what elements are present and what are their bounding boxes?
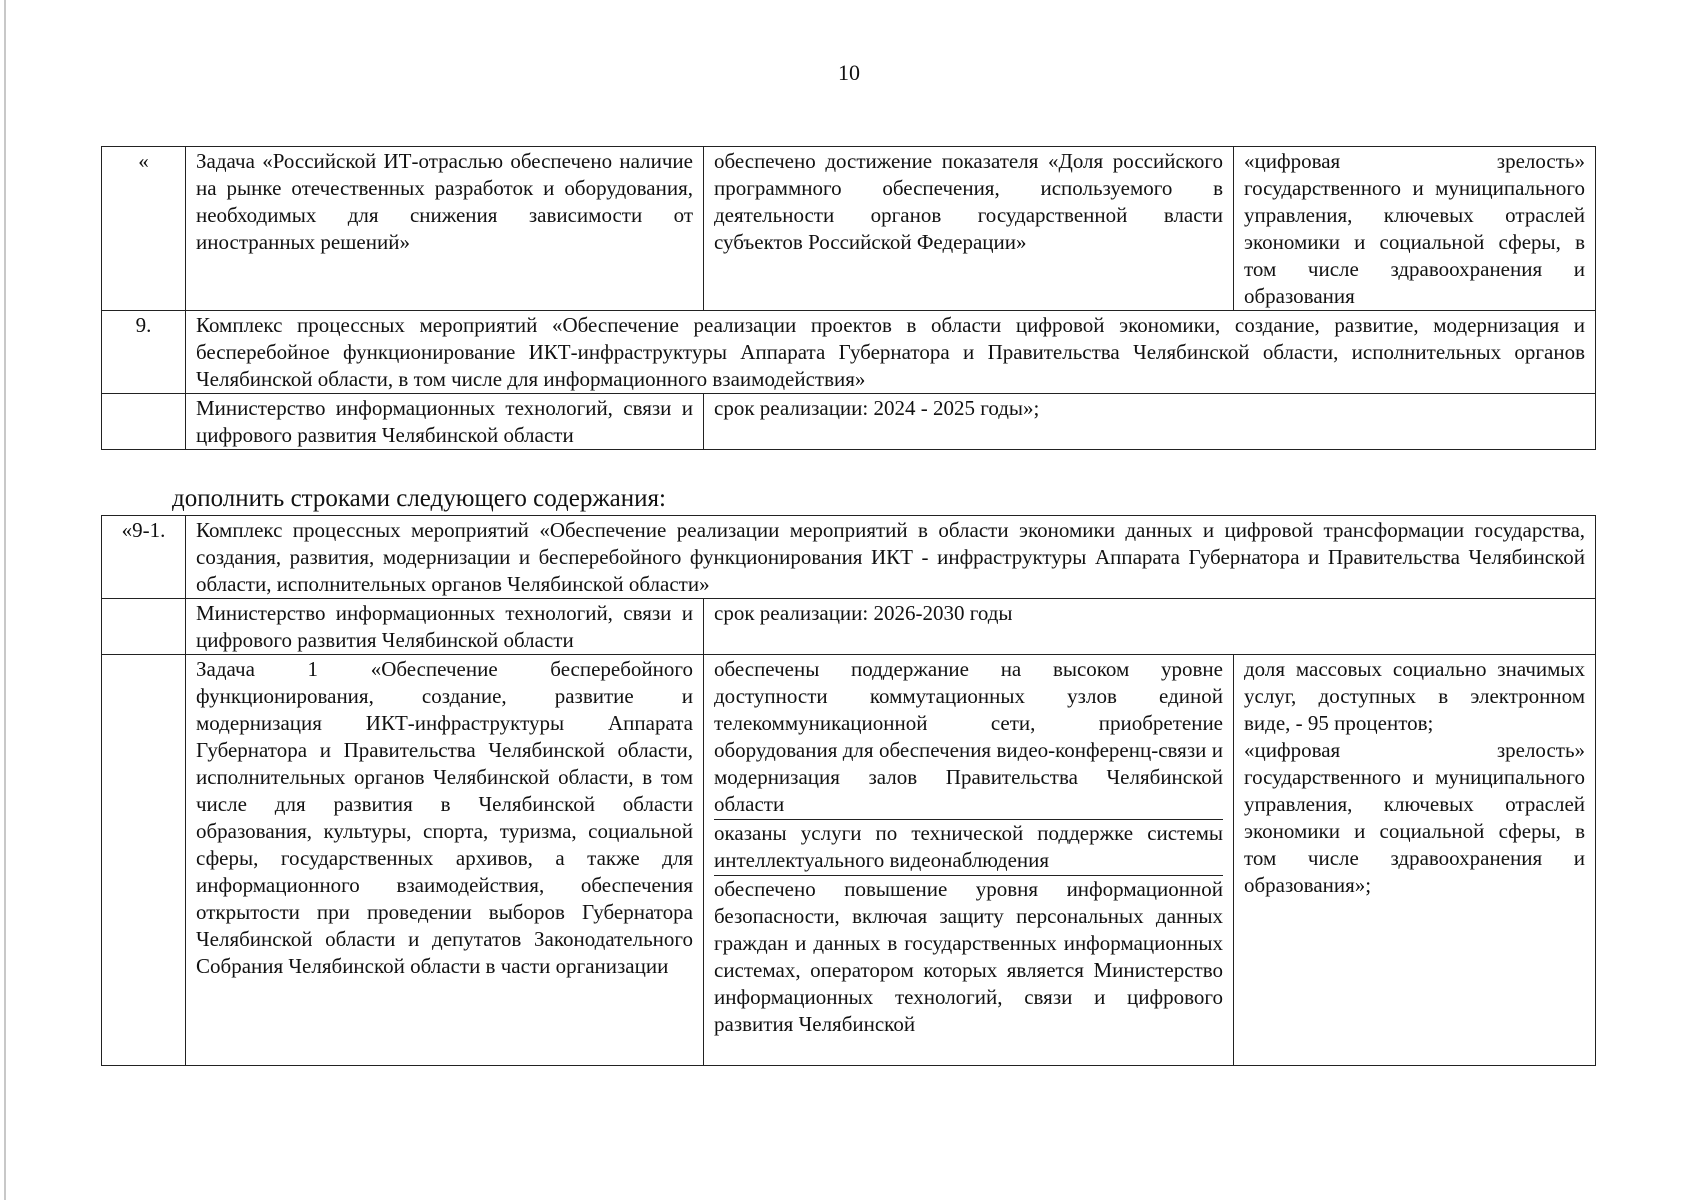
- task-text: Задача 1 «Обеспечение бесперебойного функционирования, создание, развитие и модернизация ИКТ-инфраструктуры Аппарата Губернатора и Правительства Челябинской области, исполнительных органов Челябинской области, в том числе для развития в Челябинской области образования, культуры, спорта, туризма, социальной сферы, государственных архивов, а также для информационного взаимодействия, обеспечения открытости при проведении выборов Губернатора Челябинской области и депутатов Законодательного Собрания Челябинской области в части организации: [196, 657, 693, 978]
- row-number-cell: [102, 394, 186, 450]
- row-number-cell: [102, 655, 186, 1066]
- responsible-org-cell: Министерство информационных технологий, связи и цифрового развития Челябинской области: [186, 394, 704, 450]
- indicator-cell: «цифровая зрелость» государственного и муниципального управления, ключевых отраслей экономики и социальной сферы, в том числе здравоохранения и образования: [1234, 147, 1596, 311]
- section-label: дополнить строками следующего содержания:: [172, 485, 666, 512]
- table-row: [102, 599, 1596, 655]
- page-number: 10: [838, 60, 860, 85]
- results-list: [714, 656, 1223, 1063]
- indicators-cell: [1234, 655, 1596, 1066]
- complex-title-cell: Комплекс процессных мероприятий «Обеспечение реализации мероприятий в области экономики данных и цифровой трансформации государства, создания, развития, модернизации и бесперебойного функционирования ИКТ - инфраструктуры Аппарата Губернатора и Правительства Челябинской области, исполнительных органов Челябинской области»: [186, 516, 1596, 599]
- indicator-item: доля массовых социально значимых услуг, доступных в электронном виде, - 95 процентов;: [1244, 657, 1586, 735]
- term-cell: срок реализации: 2026-2030 годы: [704, 599, 1596, 655]
- result-cell: обеспечено достижение показателя «Доля российского программного обеспечения, используемого в деятельности органов государственной власти субъектов Российской Федерации»: [704, 147, 1234, 311]
- page-left-edge: [4, 0, 6, 1200]
- term-cell: срок реализации: 2024 - 2025 годы»;: [704, 394, 1596, 450]
- task-cell: Задача «Российской ИТ-отраслью обеспечено наличие на рынке отечественных разработок и оборудования, необходимых для снижения зависимости от иностранных решений»: [186, 147, 704, 311]
- result-item: обеспечены поддержание на высоком уровне доступности коммутационных узлов единой телекоммуникационной сети, приобретение оборудования для обеспечения видео-конференц-связи и модернизация залов Правительства Челябинской области: [714, 656, 1223, 820]
- table-bottom: [101, 515, 1596, 1066]
- task-cell: [186, 655, 704, 1066]
- table-top: [101, 146, 1596, 450]
- table-row: [102, 516, 1596, 599]
- row-number-cell: 9.: [102, 311, 186, 394]
- row-number-cell: «: [102, 147, 186, 311]
- row-number-cell: [102, 599, 186, 655]
- result-item: оказаны услуги по технической поддержке системы интеллектуального видеонаблюдения: [714, 820, 1223, 876]
- indicator-item: «цифровая зрелость» государственного и муниципального управления, ключевых отраслей экономики и социальной сферы, в том числе здравоохранения и образования»;: [1244, 738, 1586, 897]
- row-number-cell: «9-1.: [102, 516, 186, 599]
- indicators-list: [1244, 656, 1585, 1063]
- table-row: [102, 655, 1596, 1066]
- responsible-org-cell: Министерство информационных технологий, связи и цифрового развития Челябинской области: [186, 599, 704, 655]
- table-row: [102, 394, 1596, 450]
- results-cell: [704, 655, 1234, 1066]
- result-item: обеспечено повышение уровня информационной безопасности, включая защиту персональных данных граждан и данных в государственных информационных системах, оператором которых является Министерство информационных технологий, связи и цифрового развития Челябинской: [714, 877, 1223, 1036]
- table-row: [102, 147, 1596, 311]
- table-row: [102, 311, 1596, 394]
- complex-title-cell: Комплекс процессных мероприятий «Обеспечение реализации проектов в области цифровой экономики, создание, развитие, модернизация и бесперебойное функционирование ИКТ-инфраструктуры Аппарата Губернатора и Правительства Челябинской области, исполнительных органов Челябинской области, в том числе для информационного взаимодействия»: [186, 311, 1596, 394]
